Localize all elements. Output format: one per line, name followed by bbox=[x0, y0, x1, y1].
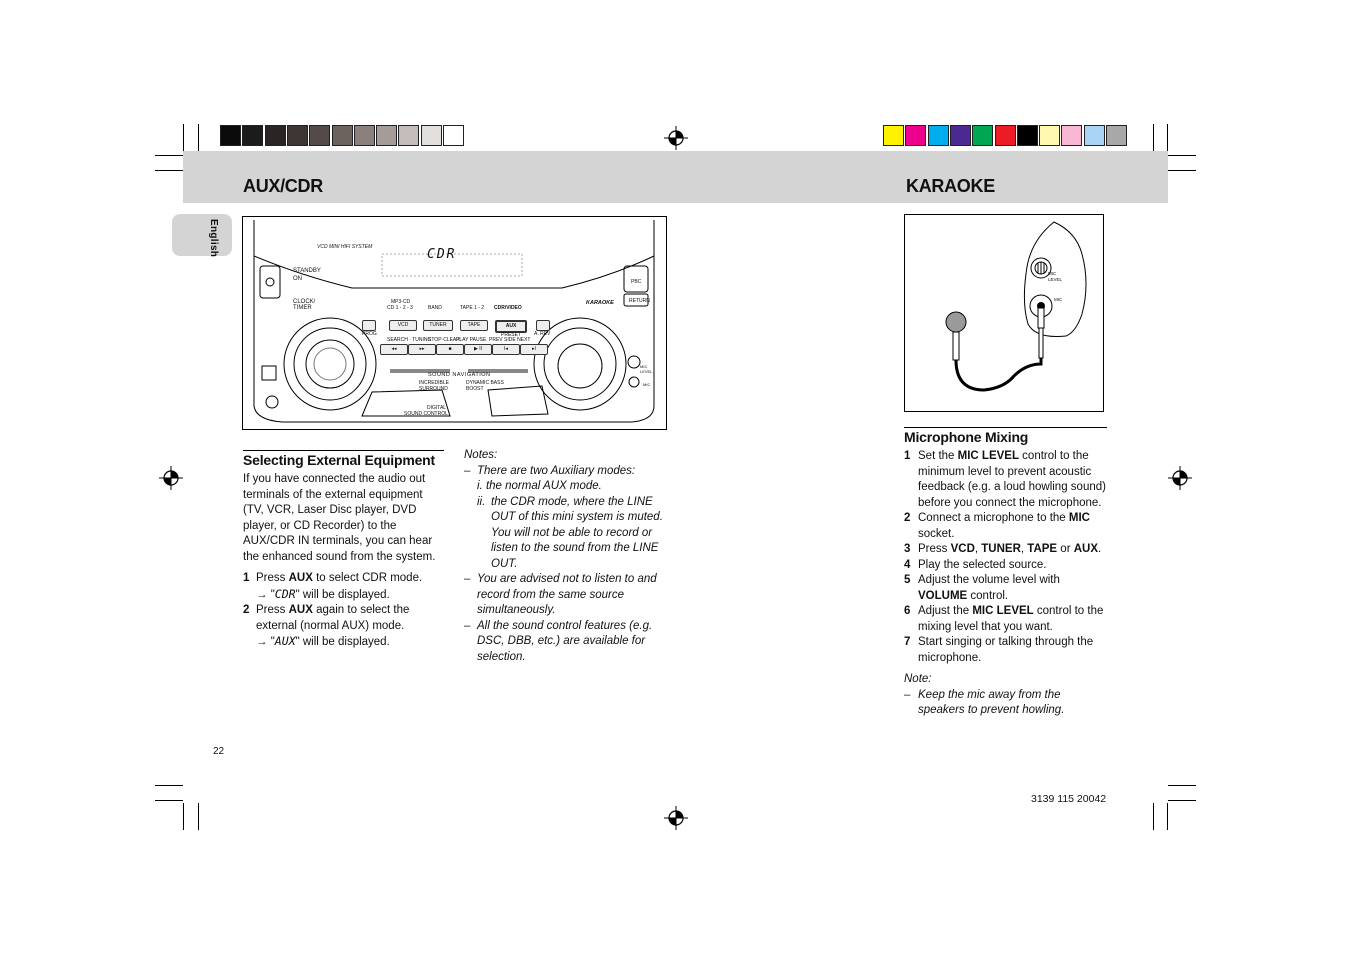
color-swatch bbox=[332, 125, 353, 146]
note-3: – All the sound control features (e.g. DSC, DBB, etc.) are available for selection. bbox=[464, 619, 653, 663]
note-1-i: i. the normal AUX mode. bbox=[477, 480, 602, 492]
lcd-display: CDR bbox=[427, 247, 457, 262]
page-title-left: AUX/CDR bbox=[243, 176, 323, 196]
sound-nav-label: SOUND NAVIGATION bbox=[428, 372, 491, 378]
band-label: BAND bbox=[428, 305, 442, 311]
color-swatch bbox=[242, 125, 263, 146]
tape-button[interactable]: TAPE bbox=[460, 320, 488, 331]
karaoke-logo: KARAOKE bbox=[586, 300, 614, 306]
preset-label: PRESET bbox=[501, 332, 522, 338]
mix-step-4: 4 Play the selected source. bbox=[904, 558, 1047, 571]
vcd-button[interactable]: VCD bbox=[389, 320, 417, 331]
cdr-display-text: CDR bbox=[274, 586, 296, 601]
pbc-label: PBC bbox=[631, 279, 642, 285]
dbb-label-1: DYNAMIC BASS bbox=[466, 380, 504, 386]
standby-label: STANDBY bbox=[293, 268, 321, 274]
notes bbox=[464, 448, 669, 665]
color-swatch bbox=[1084, 125, 1105, 146]
prog-button[interactable] bbox=[362, 320, 376, 331]
color-swatch bbox=[905, 125, 926, 146]
left-steps bbox=[243, 571, 445, 651]
step-1: 1 Press AUX to select CDR mode. → "CDR" will be displayed. bbox=[243, 572, 423, 601]
color-swatch bbox=[1039, 125, 1060, 146]
digital-label: DIGITAL bbox=[427, 405, 447, 411]
search-label: SEARCH · TUNING bbox=[387, 337, 432, 343]
note-body: – Keep the mic away from the speakers to prevent howling. bbox=[904, 688, 1065, 716]
stopclear-label: STOP·CLEAR bbox=[428, 337, 460, 343]
prog-label: PROG bbox=[362, 331, 377, 337]
mix-step-7: 7 Start singing or talking through the microphone. bbox=[904, 636, 1094, 664]
dbb-label-2: BOOST bbox=[466, 386, 484, 392]
color-swatch bbox=[883, 125, 904, 146]
device-illustration bbox=[242, 216, 668, 430]
section-rule-left bbox=[243, 450, 444, 451]
stop-button[interactable]: ■ bbox=[436, 344, 464, 355]
play-pause-button[interactable]: ▶ II bbox=[464, 344, 492, 355]
color-swatch bbox=[309, 125, 330, 146]
aux-button[interactable]: AUX bbox=[495, 320, 527, 333]
cdrvideo-label: CDR/VIDEO bbox=[494, 305, 522, 311]
tuner-button[interactable]: TUNER bbox=[423, 320, 453, 331]
sound-control-label: SOUND CONTROL bbox=[404, 411, 448, 417]
header-band bbox=[183, 151, 1168, 203]
note-1-ii: ii. the CDR mode, where the LINE OUT of this mini system is muted. You will not be able to record or listen to the sound from the LINE OUT. bbox=[477, 495, 663, 570]
arev-label: A. REV bbox=[534, 331, 551, 337]
page-number: 22 bbox=[213, 746, 225, 757]
color-swatch bbox=[398, 125, 419, 146]
language-tab: English bbox=[172, 214, 232, 256]
color-swatch bbox=[1106, 125, 1127, 146]
incredible-label: INCREDIBLE bbox=[419, 380, 450, 386]
registration-mark-bottom bbox=[664, 806, 688, 830]
section-title-external: Selecting External Equipment bbox=[243, 452, 435, 468]
mix-step-5: 5 Adjust the volume level with VOLUME control. bbox=[904, 574, 1060, 602]
playpause-label: PLAY PAUSE bbox=[456, 337, 487, 343]
color-swatch bbox=[220, 125, 241, 146]
document-code: 3139 115 20042 bbox=[1031, 793, 1107, 805]
return-label: RETURN bbox=[629, 298, 650, 304]
section-rule-right bbox=[904, 427, 1107, 428]
color-swatch bbox=[354, 125, 375, 146]
mixing-steps bbox=[904, 449, 1108, 719]
karaoke-figure bbox=[904, 214, 1104, 412]
intro-paragraph: If you have connected the audio out terminals of the external equipment (TV, VCR, Laser Disc player, DVD player, or CD Recorder) to the AUX/CDR IN terminals, you can hear the enhanced sound from the system. bbox=[243, 473, 436, 563]
registration-mark-right bbox=[1168, 466, 1192, 490]
mix-step-6: 6 Adjust the MIC LEVEL control to the mixing level that you want. bbox=[904, 605, 1104, 633]
device-mic-level-label: MIC LEVEL bbox=[640, 364, 653, 374]
next-button[interactable]: ▸I bbox=[520, 344, 548, 355]
notes-title: Notes: bbox=[464, 449, 498, 461]
step-2: 2 Press AUX again to select the external (normal AUX) mode. → "AUX" will be displayed. bbox=[243, 604, 410, 648]
microphone-illustration bbox=[904, 214, 1104, 412]
clock-label: CLOCK/ bbox=[293, 299, 316, 305]
color-swatch bbox=[1017, 125, 1038, 146]
forward-button[interactable]: ▸▸ bbox=[408, 344, 436, 355]
tape12-label: TAPE 1 - 2 bbox=[460, 305, 485, 311]
on-label: ON bbox=[293, 276, 302, 282]
aux-display-text: AUX bbox=[274, 634, 296, 648]
mix-step-3: 3 Press VCD, TUNER, TAPE or AUX. bbox=[904, 543, 1102, 555]
figure-mic-socket-label: MIC bbox=[1054, 297, 1063, 302]
mix-step-1: 1 Set the MIC LEVEL control to the minimum level to prevent acoustic feedback (e.g. a loud howling sound) before you connect the microphone. bbox=[904, 450, 1106, 509]
section-title-mixing: Microphone Mixing bbox=[904, 429, 1029, 445]
mp3cd-label: MP3-CD bbox=[391, 299, 411, 305]
color-swatch bbox=[287, 125, 308, 146]
color-swatch bbox=[928, 125, 949, 146]
prevsidenext-label: PREV SIDE NEXT bbox=[489, 337, 531, 343]
color-swatch bbox=[995, 125, 1016, 146]
color-swatch bbox=[421, 125, 442, 146]
color-swatch bbox=[443, 125, 464, 146]
rewind-button[interactable]: ◂◂ bbox=[380, 344, 408, 355]
registration-mark-top bbox=[664, 126, 688, 150]
note-1: – There are two Auxiliary modes: bbox=[464, 464, 636, 477]
device-mic-label: MIC bbox=[643, 382, 651, 387]
color-swatch bbox=[265, 125, 286, 146]
color-swatch bbox=[972, 125, 993, 146]
color-swatch bbox=[950, 125, 971, 146]
surround-label: SURROUND bbox=[419, 386, 448, 392]
figure-mic-label-2: LEVEL bbox=[1048, 277, 1063, 282]
note-title: Note: bbox=[904, 673, 932, 685]
registration-mark-left bbox=[159, 466, 183, 490]
brand-label: VCD MINI HIFI SYSTEM bbox=[317, 244, 373, 250]
arev-button[interactable] bbox=[536, 320, 550, 331]
page-title-right: KARAOKE bbox=[906, 176, 995, 196]
timer-label: TIMER bbox=[293, 305, 312, 311]
note-2: – You are advised not to listen to and record from the same source simultaneously. bbox=[464, 573, 657, 616]
color-swatch bbox=[1061, 125, 1082, 146]
mix-step-2: 2 Connect a microphone to the MIC socket. bbox=[904, 512, 1090, 540]
cd123-label: CD 1 - 2 - 3 bbox=[387, 305, 413, 311]
color-swatch bbox=[376, 125, 397, 146]
figure-mic-label-1: MIC bbox=[1048, 271, 1057, 276]
prev-button[interactable]: I◂ bbox=[492, 344, 520, 355]
